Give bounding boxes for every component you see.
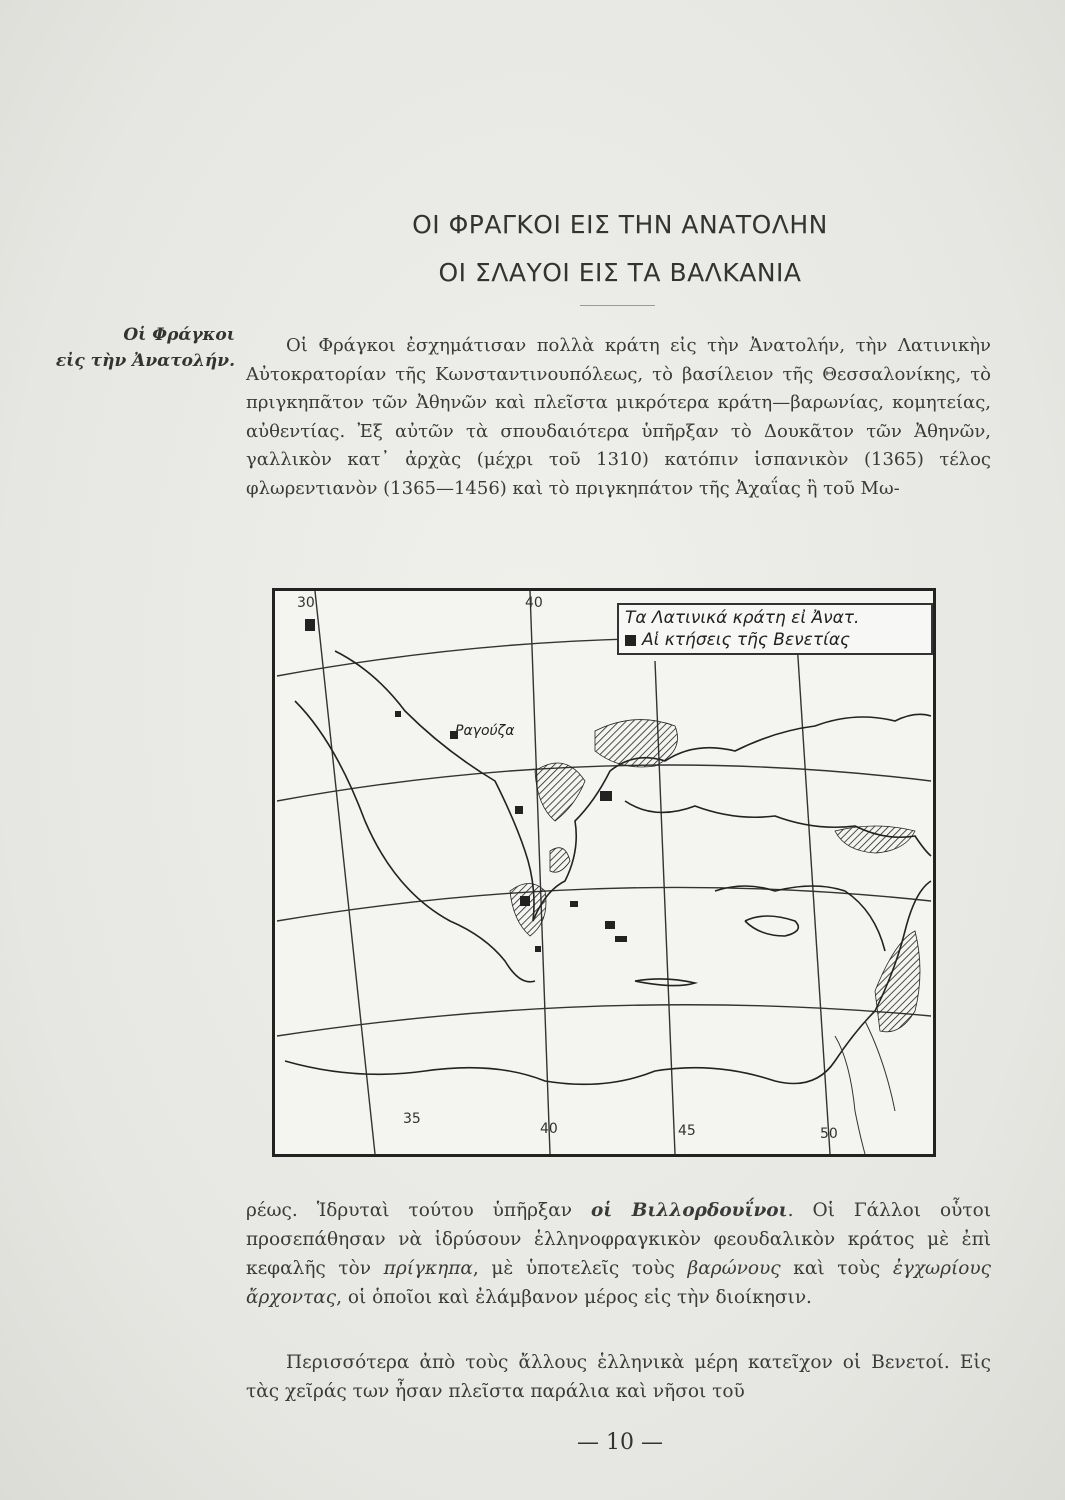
map-top-tick-40: 40 bbox=[525, 595, 543, 611]
paragraph-2 bbox=[246, 1196, 991, 1312]
title-divider bbox=[580, 305, 655, 306]
map-bottom-tick-50: 50 bbox=[820, 1126, 838, 1142]
map-label-ragusa: Ραγούζα bbox=[455, 723, 515, 739]
margin-note bbox=[30, 322, 235, 374]
paragraph-2-part-b: . Οἱ Γάλλοι οὗτοι προσεπάθησαν νὰ ἱδρύσουν ἑλληνοφραγκικὸν φεουδαλικὸν κράτος μὲ ἐπὶ κεφαλῆς τὸν bbox=[246, 1200, 992, 1279]
villehardouin-name: οἱ Βιλλορδουΐνοι bbox=[590, 1200, 788, 1221]
paragraph-3: Περισσότερα ἀπὸ τοὺς ἄλλους ἑλληνικὰ μέρη κατεῖχον οἱ Βενετοί. Εἰς τὰς χεῖράς των ἦσαν πλεῖστα παράλια καὶ νῆσοι τοῦ bbox=[246, 1352, 991, 1402]
legend-solid-square-icon bbox=[625, 635, 636, 646]
term-archons: ἐγχωρίους ἄρχοντας bbox=[246, 1258, 991, 1308]
map-bottom-tick-35: 35 bbox=[403, 1111, 421, 1127]
map-bottom-tick-40: 40 bbox=[540, 1121, 558, 1137]
term-barons: βαρώνους bbox=[687, 1258, 781, 1279]
paragraph-1: Οἱ Φράγκοι ἐσχημάτισαν πολλὰ κράτη εἰς τὴν Ἀνατολήν, τὴν Λατινικὴν Αὐτοκρατορίαν τῆς Κωνσταντινουπόλεως, τὸ βασίλειον τῆς Θεσσαλονίκης, τὸ πριγκηπᾶτον τῶν Ἀθηνῶν καὶ πλεῖστα μικρότερα κράτη—βαρωνίας, κομητείας, αὐθεντίας. Ἐξ αὐτῶν τὰ σπουδαιότερα ὑπῆρξαν τὸ Δουκᾶτον τῶν Ἀθηνῶν, γαλλικὸν κατ᾽ ἀρχὰς (μέχρι τοῦ 1310) κατόπιν ἱσπανικὸν (1365) τέλος φλωρεντιανὸν (1365—1456) καὶ τὸ πριγκηπάτον τῆς Ἀχαΐας ἢ τοῦ Μω- bbox=[246, 335, 991, 499]
paragraph-2-part-d: καὶ τοὺς bbox=[780, 1258, 893, 1279]
legend-venetian-label: Αἱ κτήσεις τῆς Βενετίας bbox=[642, 630, 851, 650]
paragraph-2-part-c: , μὲ ὑποτελεῖς τοὺς bbox=[472, 1258, 688, 1279]
map-legend bbox=[617, 603, 933, 655]
chapter-title-line-1: ΟΙ ΦΡΑΓΚΟΙ ΕΙΣ ΤΗΝ ΑΝΑΤΟΛΗΝ bbox=[412, 210, 828, 239]
chapter-title-line-2: ΟΙ ΣΛΑΥΟΙ ΕΙΣ ΤΑ ΒΑΛΚΑΝΙΑ bbox=[438, 258, 802, 287]
paragraph-2-part-e: , οἱ ὁποῖοι καὶ ἐλάμβανον μέρος εἰς τὴν διοίκησιν. bbox=[336, 1287, 812, 1308]
legend-latin-states-label: Τα Λατινικά κράτη εἰ Ἀνατ. bbox=[625, 608, 860, 628]
map-drawing bbox=[275, 591, 933, 1154]
margin-note-line-1: Οἱ Φράγκοι bbox=[123, 325, 235, 345]
legend-venetian-possessions bbox=[625, 629, 925, 651]
map-figure bbox=[272, 588, 936, 1157]
page-number: — 10 — bbox=[577, 1430, 663, 1455]
term-prince: πρίγκηπα bbox=[383, 1258, 473, 1279]
map-bottom-tick-45: 45 bbox=[678, 1123, 696, 1139]
paragraph-2-part-a: ρέως. Ἱδρυταὶ τούτου ὑπῆρξαν bbox=[246, 1200, 591, 1221]
margin-note-line-2: εἰς τὴν Ἀνατολήν. bbox=[55, 351, 235, 371]
legend-latin-states bbox=[625, 607, 925, 629]
map-top-tick-30: 30 bbox=[297, 595, 315, 611]
